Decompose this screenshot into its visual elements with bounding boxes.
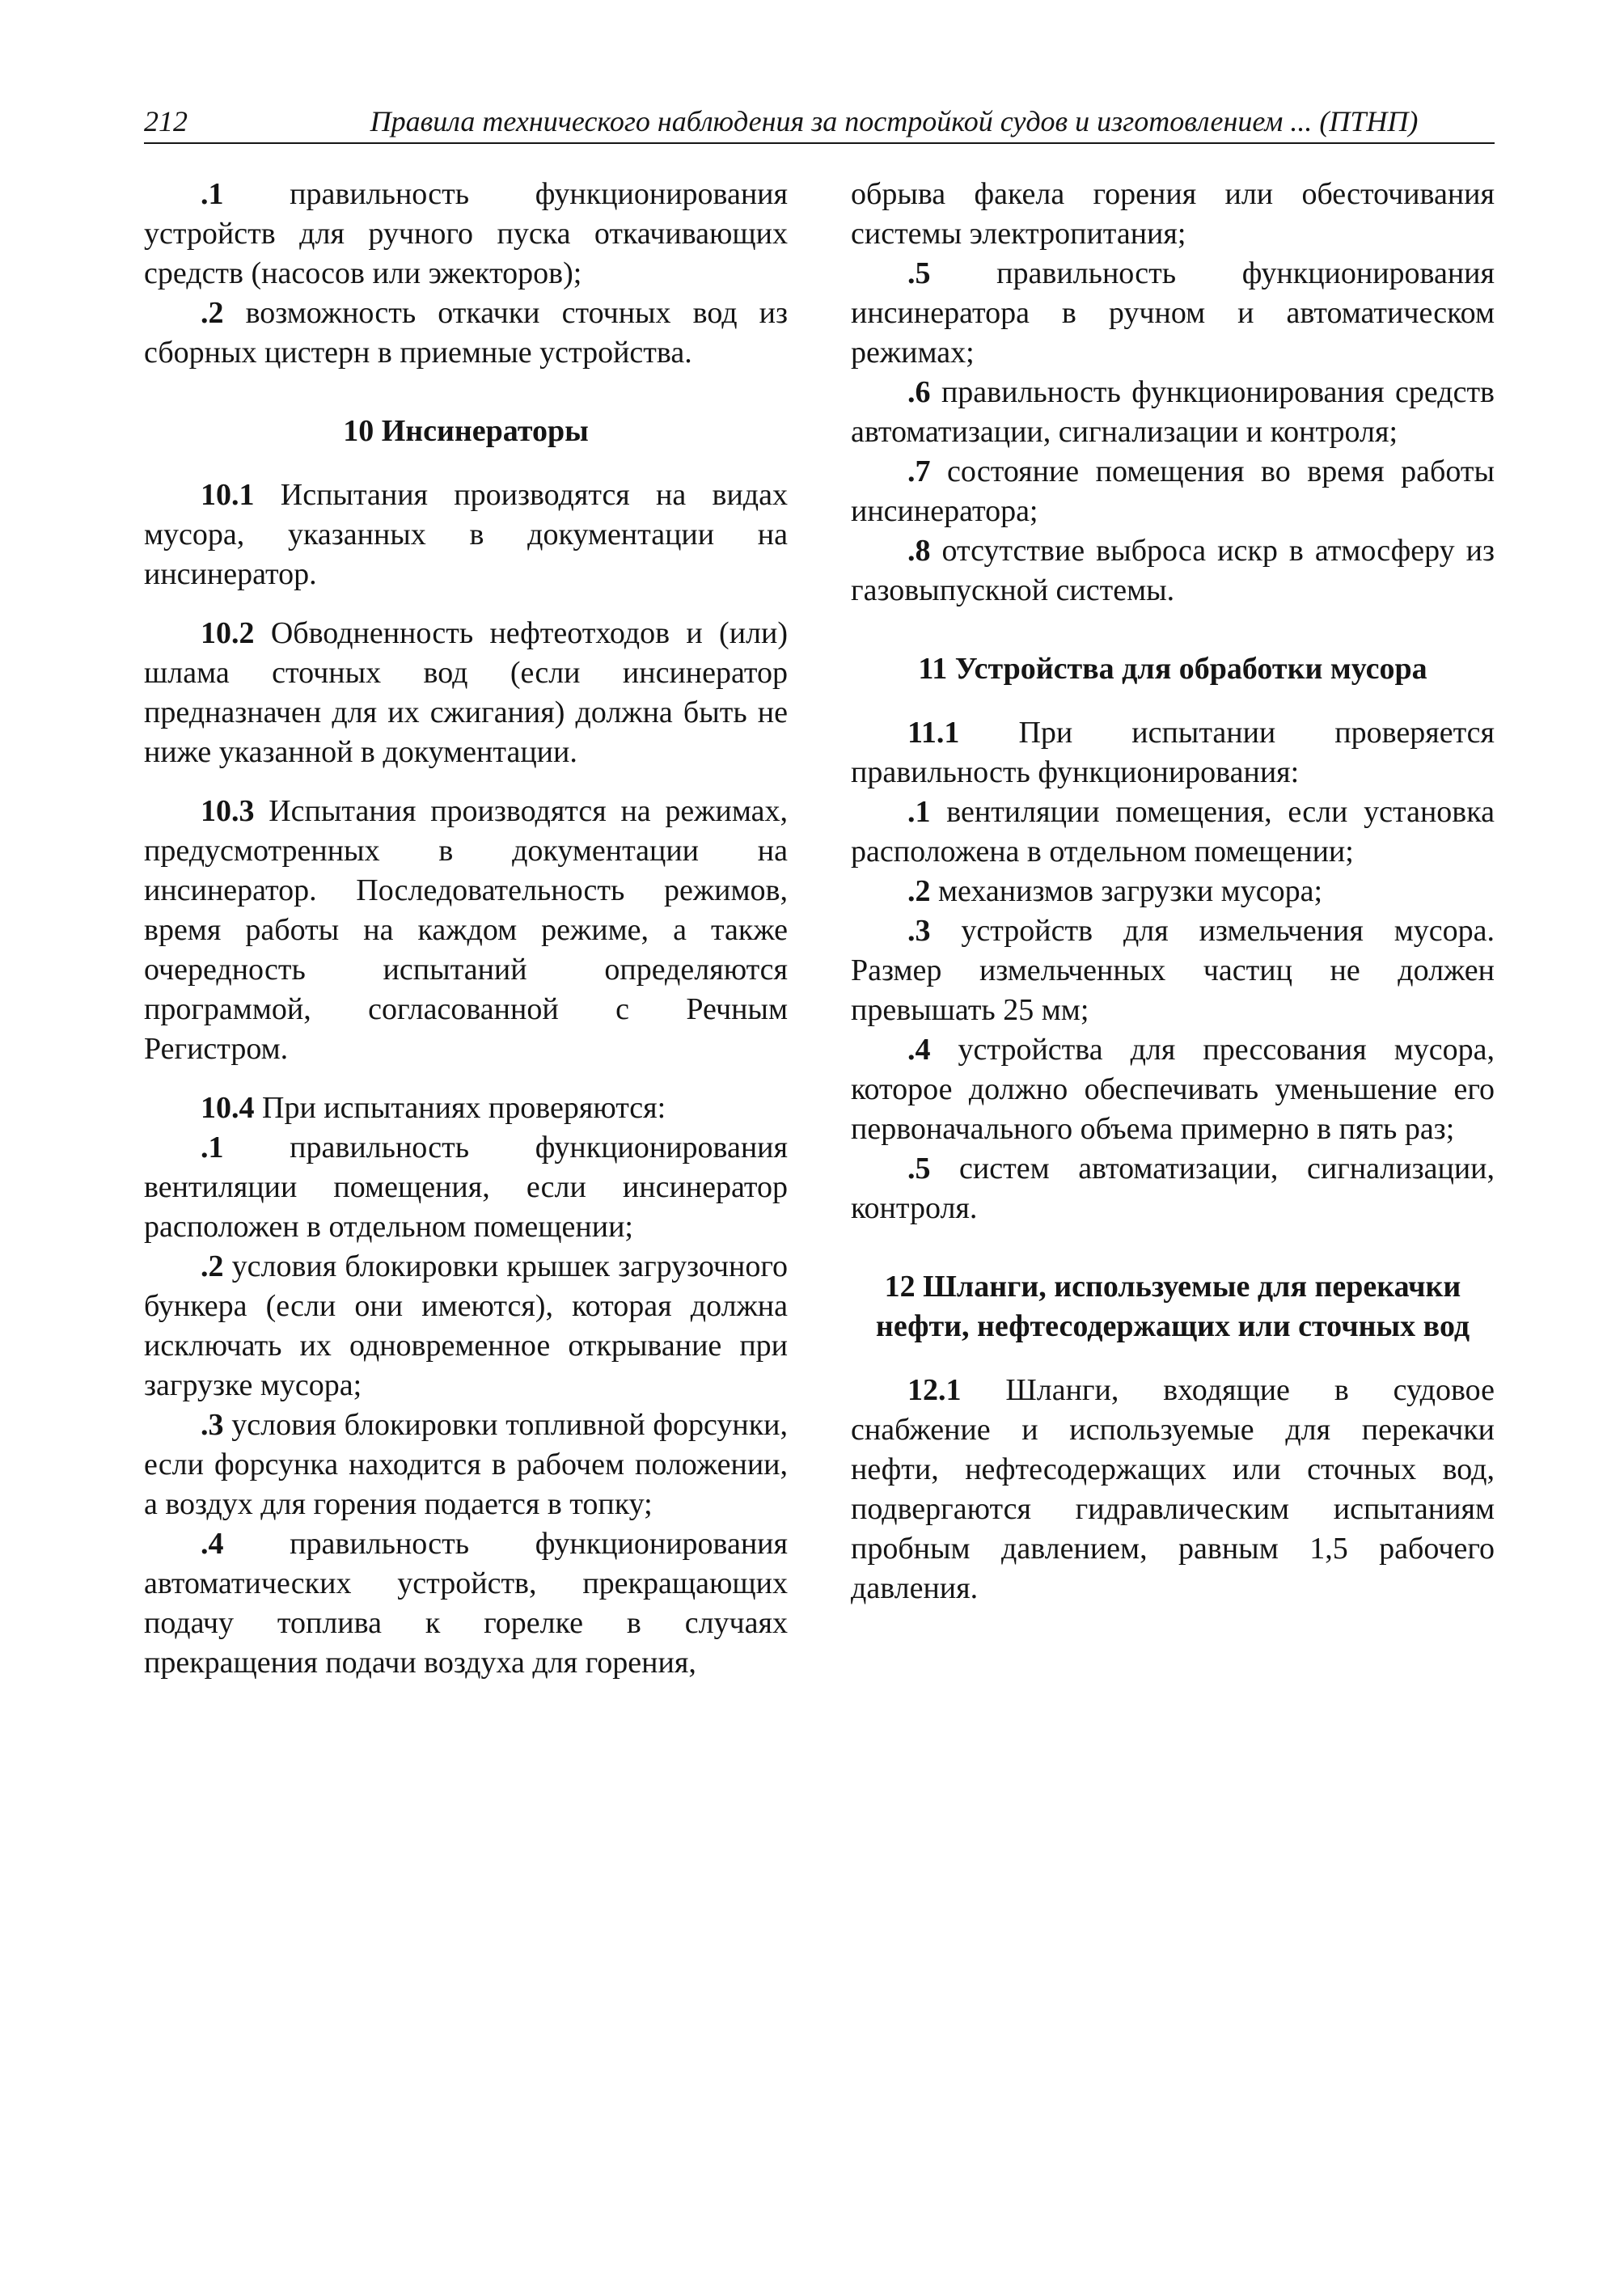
running-header <box>144 104 1495 144</box>
list-item: .3 условия блокировки топливной форсунки, если форсунка находится в рабочем положении, а воздух для горения подается в топку; <box>144 1408 788 1521</box>
list-item: .2 механизмов загрузки мусора; <box>907 874 1323 908</box>
list-item: .5 правильность функционирования инсинератора в ручном и автоматическом режимах; <box>851 256 1495 370</box>
paragraph-10-2: 10.2 Обводненность нефтеотходов и (или) шлама сточных вод (если инсинератор предназначен для их сжигания) должна быть не ниже указанной в документации. <box>144 616 788 769</box>
section-heading-11: 11 Устройства для обработки мусора <box>918 652 1427 686</box>
paragraph-11-1: 11.1 При испытании проверяется правильность функционирования: <box>851 716 1495 789</box>
paragraph-10-3: 10.3 Испытания производятся на режимах, предусмотренных в документации на инсинератор. Последовательность режимов, время работы на каждом режиме, а также очередность испытаний определяются программой, согласованной с Речным Регистром. <box>144 794 788 1066</box>
paragraph-10-4: 10.4 При испытаниях проверяются: <box>201 1091 666 1125</box>
page-number: 212 <box>144 105 188 137</box>
list-item: .4 правильность функционирования автоматических устройств, прекращающих подачу топлива к горелке в случаях прекращения подачи воздуха для горения, <box>144 1527 788 1680</box>
paragraph-10-1: 10.1 Испытания производятся на видах мусора, указанных в документации на инсинератор. <box>144 478 788 591</box>
list-item: .7 состояние помещения во время работы инсинератора; <box>851 454 1495 528</box>
list-item: .1 правильность функционирования вентиляции помещения, если инсинератор расположен в отдельном помещении; <box>144 1131 788 1244</box>
list-item: .2 условия блокировки крышек загрузочного бункера (если они имеются), которая должна исключать их одновременное открывание при загрузке мусора; <box>144 1249 788 1402</box>
left-column <box>144 175 788 1683</box>
list-item: .2 возможность откачки сточных вод из сборных цистерн в приемные устройства. <box>144 296 788 370</box>
list-item: .5 систем автоматизации, сигнализации, контроля. <box>851 1152 1495 1225</box>
list-item: .3 устройств для измельчения мусора. Размер измельченных частиц не должен превышать 25 мм; <box>851 914 1495 1027</box>
list-item: .6 правильность функционирования средств автоматизации, сигнализации и контроля; <box>851 375 1495 449</box>
list-item: .8 отсутствие выброса искр в атмосферу из газовыпускной системы. <box>851 534 1495 607</box>
list-item: .1 правильность функционирования устройств для ручного пуска откачивающих средств (насосов или эжекторов); <box>144 177 788 290</box>
section-heading-10: 10 Инсинераторы <box>343 414 589 448</box>
continuation-text: обрыва факела горения или обесточивания системы электропитания; <box>851 177 1495 251</box>
list-item: .1 вентиляции помещения, если установка расположена в отдельном помещении; <box>851 795 1495 869</box>
running-title: Правила технического наблюдения за постройкой судов и изготовлением ... (ПТНП) <box>370 105 1419 137</box>
right-column <box>851 175 1495 1608</box>
section-heading-12: 12 Шланги, используемые для перекачки нефти, нефтесодержащих или сточных вод <box>875 1270 1470 1343</box>
list-item: .4 устройства для прессования мусора, которое должно обеспечивать уменьшение его первоначального объема примерно в пять раз; <box>851 1033 1495 1146</box>
paragraph-12-1: 12.1 Шланги, входящие в судовое снабжение и используемые для перекачки нефти, нефтесодержащих или сточных вод, подвергаются гидравлическим испытаниям пробным давлением, равным 1,5 рабочего давления. <box>851 1373 1495 1605</box>
